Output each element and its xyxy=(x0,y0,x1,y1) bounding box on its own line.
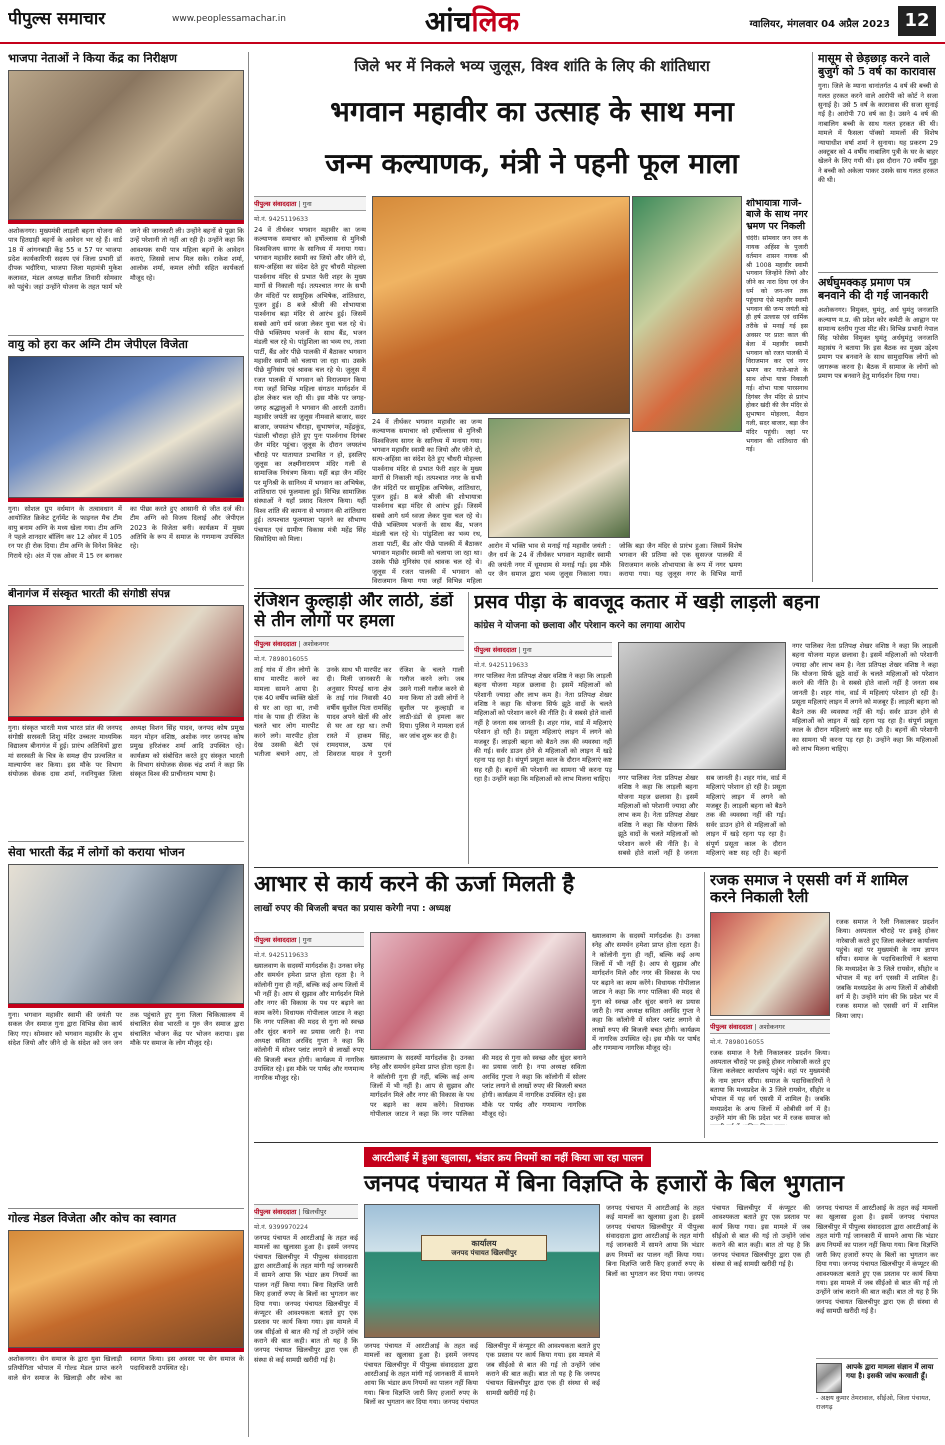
left-col-story-1 xyxy=(8,52,244,334)
left-col-story-5 xyxy=(8,1212,244,1432)
lead-photo-minister xyxy=(632,196,742,432)
story-photo xyxy=(8,605,244,717)
byline-place: खिलचीपुर xyxy=(302,1208,327,1216)
story-headline: प्रसव पीड़ा के बावजूद कतार में खड़ी लाड़ली बहना xyxy=(474,592,820,613)
story-body-continued: जनपद पंचायत में आरटीआई के तहत कई मामलों का खुलासा हुआ है। इसमें जनपद पंचायत खिलचीपुर में पीपुल्स संवाददाता द्वारा आरटीआई के तहत मांगी गई जानकारी में सामने आया कि भंडार क्रय नियमों का पालन नहीं किया गया। बिना विज्ञप्ति जारी किए हजारों रुपए के बिलों का भुगतान कर दिया गया। जनपद पंचायत खिलचीपुर में कंप्यूटर की आवश्यकता बताते हुए एक प्रस्ताव पर कार्य किया गया। इस मामले में जब सीईओ से बात की गई तो उन्होंने जांच कराने की बात कही। बात तो यह है कि जनपद पंचायत खिलचीपुर द्वारा एक ही संस्था से कई सामग्री खरीदी गई है। xyxy=(606,1204,810,1278)
site-url: www.peoplessamachar.in xyxy=(172,14,286,24)
abhar-story xyxy=(254,872,700,1138)
story-body-continued: ख्यालवाण के सदस्यों मार्गदर्शक है। उनका स्नेह और समर्थन हमेशा प्राप्त होता रहता है। ने कॉलोनी गुना ही नहीं, बल्कि कई अन्य जिलों में भी नहीं है। आप से सुझाव और मार्गदर्शन मिले और नगर की विकास के पथ पर बढ़ाने का काम करेंगे। विधायक गोपीलाल जाटव ने कहा कि नगर पालिका की मदद से गुना को स्वच्छ और सुंदर बनाने का प्रयास जारी है। नपा अध्यक्ष सविता अरविंद गुप्ता ने कहा कि कॉलोनी में सोलर प्लांट लगाने से लाखों रुपए की बिजली बचत होगी। कार्यक्रम में नागरिक उपस्थित रहे। इस मौके पर पार्षद और गणमान्य नागरिक मौजूद रहे। xyxy=(592,932,700,1053)
ceo-quote-author: - अक्षय कुमार तेमरावाल, सीईओ, जिला पंचायत, राजगढ़ xyxy=(816,1394,931,1411)
left-col-story-3 xyxy=(8,588,244,840)
story-photo xyxy=(8,70,244,220)
story-headline: रजक समाज ने एससी वर्ग में शामिल करने निकाली रैली xyxy=(710,872,908,907)
byline-place: अशोकनगर xyxy=(758,1022,785,1031)
byline: पीपुल्स संवाददाता | अशोकनगर xyxy=(710,1019,830,1034)
story-body: गुना। जिले के म्याना थानांतर्गत 4 वर्ष की बच्ची से गलत हरकत करने वाले आरोपी को कोर्ट ने सजा सुनाई है। उसे 5 वर्ष के कारावास की सजा सुनाई गई है। आरोपी 70 वर्ष का है। उसने 4 वर्ष की नाबालिग बच्ची के साथ गलत हरकत की थी। मामले में फैसला पॉक्सो मामलों की विशेष न्यायाधीश वर्षा शर्मा ने सुनाया। यह प्रकरण 29 अक्टूबर को 4 वर्षीय नाबालिग पुत्री के घर के बाहर खेलने के लिए गयी थी। इस दौरान 70 वर्षीय गुड्डा ने बच्ची को अकेला पाकर उसके साथ गलत हरकत की थी। xyxy=(818,82,938,184)
lead-headline-2: जन्म कल्याणक, मंत्री ने पहनी फूल माला xyxy=(325,148,739,180)
photo-rule xyxy=(8,220,244,224)
office-sign-line-1: कार्यालय xyxy=(471,1239,497,1248)
story-headline: भाजपा नेताओं ने किया केंद्र का निरीक्षण xyxy=(8,52,177,65)
story-body: ताई गांव में तीन लोगों के साथ मारपीट करने का मामला सामने आया है। एक 40 वर्षीय व्यक्ति खेतों से घर आ रहा था, तभी गांव के पास ही रंजिश के चलते चार लोग मारपीट करने लगे। मारपीट होता देख उसकी बेटी एवं भतीजा बचाने आए, तो उनके साथ भी मारपीट कर दी। मिली जानकारी के अनुसार पिपरई थाना क्षेत्र के ताई गांव निवासी 40 वर्षीय सुशील पिता रामसिंह यादव अपने खेतों की ओर से घर आ रहा था। तभी रास्ते में हाकम सिंह, रामदयाल, ऊषा एवं शिवराज यादव ने पुरानी रंजिश के चलते गाली गलौज करने लगे। जब उसने गाली गलौज करने से मना किया तो उसी लोगों ने सुशील पर कुल्हाड़ी व लाठी-डंडों से हमला कर दिया। पुलिस ने मामला दर्ज कर जांच शुरू कर दी है। xyxy=(254,666,464,759)
story-photo xyxy=(8,864,244,1004)
axe-attack-story xyxy=(254,592,464,864)
byline-reporter: पीपुल्स संवाददाता xyxy=(254,936,297,944)
reporter-mobile: मो.नं. 9425119633 xyxy=(474,662,529,669)
print-color-bar xyxy=(260,1438,680,1444)
story-subhead: कांग्रेस ने योजना को छलावा और परेशान करने का लगाया आरोप xyxy=(474,620,685,631)
prasav-story xyxy=(474,592,938,864)
masthead xyxy=(0,0,945,44)
abhar-text-col xyxy=(254,932,364,1138)
section-title xyxy=(382,2,562,38)
divider xyxy=(8,335,244,336)
story-body: गुना। सोशल ग्रुप वर्धमान के तत्वावधान में आयोजित क्रिकेट टूर्नामेंट के फाइनल मैच टीम वायु बनाम अग्नि के मध्य खेला गया। टीम अग्नि ने पहले शानदार बॉलिंग कर 12 ओवर में 105 रन पर ही रोक दिया। टीम अग्नि के विनेश विकेट गिराये रहे। अंत में एक ओवर में 15 रन बनाकर का पीछा करते हुए आसानी से जीत दर्ज की। टीम अग्नि को विजय दिलाई और जेपीएल 2023 के विजेता बनी। कार्यक्रम में मुख्य अतिथि के रूप में समाज के गणमान्य उपस्थित रहे। xyxy=(8,504,244,560)
photo-rule xyxy=(8,1004,244,1008)
story-headline: मासूम से छेड़छाड़ करने वाले बुजुर्ग को 5 वर्ष का कारावास xyxy=(818,52,936,79)
ceo-quote-box xyxy=(816,1358,938,1411)
brand-logo xyxy=(8,6,168,30)
divider xyxy=(254,867,938,868)
story-body: चंदेरी। सोमवार जन जन के नायक अहिंसा के पुजारी वर्तमान शासन नायक श्री श्री 1008 महावीर स्वामी भगवान जिन्होंने जियो और जीने का नारा दिया एवं जैन धर्म को जन-जन तक पहुंचाया ऐसे महावीर स्वामी भगवान की जन्म जयंती बड़े ही हर्ष उल्लास एवं धार्मिक तरीके से मनाई गई इस अवसर पर प्रातः काल की बेला में महावीर स्वामी भगवान को रजत पालकी में विराजमान कर एवं नगर भ्रमण कर गाजे-बाजे के साथ शोभा यात्रा निकाली गई। शोभा यात्रा पारसनाथ दिगंबर जैन मंदिर से प्रारंभ होकर खंदी की जैन मंदिर से सुभाषान मोहल्ला, मैदान गली, सदर बाजार, बड़ा जैन मंदिर पहुंची। जहां पर भगवान की शांतिधारा की गई। xyxy=(746,235,808,454)
story-photo xyxy=(710,912,830,1016)
story-body-under-photo: ख्यालवाण के सदस्यों मार्गदर्शक है। उनका स्नेह और समर्थन हमेशा प्राप्त होता रहता है। ने कॉलोनी गुना ही नहीं, बल्कि कई अन्य जिलों में भी नहीं है। आप से सुझाव और मार्गदर्शन मिले और नगर की विकास के पथ पर बढ़ाने का काम करेंगे। विधायक गोपीलाल जाटव ने कहा कि नगर पालिका की मदद से गुना को स्वच्छ और सुंदर बनाने का प्रयास जारी है। नपा अध्यक्ष सविता अरविंद गुप्ता ने कहा कि कॉलोनी में सोलर प्लांट लगाने से लाखों रुपए की बिजली बचत होगी। कार्यक्रम में नागरिक उपस्थित रहे। इस मौके पर पार्षद और गणमान्य नागरिक मौजूद रहे। xyxy=(370,1054,586,1119)
left-col-story-2 xyxy=(8,338,244,584)
story-body: अशोकनगर। मुख्यमंत्री लाड़ली बहना योजना की पात्र हितग्राही बहनों के आवेदन भर रहे हैं। वार्ड 18 में आंगनबाड़ी केंद्र 55 व 57 पर भाजपा प्रदेश कार्यकारिणी सदस्य एवं जिला प्रभारी डॉ दीपक भदौरिया, भाजपा जिला महामंत्री मुकेश कलावत, मंडल अध्यक्ष सतीश तिवारी सोमवार को पहुंचे। जहां उन्होंने योजना के तहत फार्म भरे जाने की जानकारी ली। उन्होंने बहनों से पूछा कि उन्हें परेशानी तो नहीं आ रही है। उन्होंने कहा कि आवश्यक सभी पात्र महिला बहनों के आवेदन कराएं, जिससे लाभ मिल सके। राकेश शर्मा, आलोक शर्मा, कमल लोधी सहित कार्यकर्ता मौजूद रहे। xyxy=(8,226,244,291)
issue-date: ग्वालियर, मंगलवार 04 अप्रैल 2023 xyxy=(749,19,890,30)
photo-rule xyxy=(8,498,244,502)
byline-reporter: पीपुल्स संवाददाता xyxy=(710,1022,753,1031)
reporter-mobile: मो.नं. 7898016055 xyxy=(710,1038,765,1046)
story-body: ख्यालवाण के सदस्यों मार्गदर्शक है। उनका स्नेह और समर्थन हमेशा प्राप्त होता रहता है। ने कॉलोनी गुना ही नहीं, बल्कि कई अन्य जिलों में भी नहीं है। आप से सुझाव और मार्गदर्शन मिले और नगर की विकास के पथ पर बढ़ाने का काम करेंगे। विधायक गोपीलाल जाटव ने कहा कि नगर पालिका की मदद से गुना को स्वच्छ और सुंदर बनाने का प्रयास जारी है। नपा अध्यक्ष सविता अरविंद गुप्ता ने कहा कि कॉलोनी में सोलर प्लांट लगाने से लाखों रुपए की बिजली बचत होगी। कार्यक्रम में नागरिक उपस्थित रहे। इस मौके पर पार्षद और गणमान्य नागरिक मौजूद रहे। xyxy=(254,962,364,1083)
lead-body: 24 वें तीर्थकर भगवान महावीर का जन्म कल्याणक समाचार को हर्षोल्लास से मुनिश्री विश्वविजय सागर के सानिध्य में मनाया गया। भगवान महावीर स्वामी का जियो और जीने दो, सत्य-अहिंसा का संदेश देते हुए चौधरी मोहल्ला पार्श्वनाथ मंदिर से प्रभात फेरी शहर के मुख्य मार्गो से निकाली गई। तत्पश्चात नगर के सभी जैन मंदिरों पर सामूहिक अभिषेक, शांतिधारा, पूजन हुई। 8 बजे श्रीजी की शोभायात्रा पार्श्वनाथ बड़ा मंदिर से आरंभ हुई। जिसमें सबसे आगे धर्म ध्वजा लेकर युवा चल रहे थे। पीछे भक्तिमय भजनों के साथ बैंड, भजन मंडली चल रहे थे। पांडुशिला का भव्य रथ, ताशा पार्टी, बैंड ओर पीछे पालकी में बैठाकर भगवान महावीर स्वामी को चलाया जा रहा था। उसके पीछे मुनिसंघ एवं श्रावक चल रहे थे। जुलूस में रजत पालकी में भगवान को विराजमान किया गया जहाँ विभिन्न महिला संगठन मार्गदर्शन में ढ़ोल लेकर चल रही थी। इस मौके पर जगह-जगह श्रद्धालुओं ने भगवान की आरती उतारी। महावीर जयंती का जुलूस नीमवाले बाजार, सदर बाजार, जयस्तंभ चौराहा, सुभाषगंज, महेंद्रकुंड, पंडाली चौराहा होते हुए पुनः पार्श्वनाथ दिगंबर जैन मंदिर पहुंचा। जुलूस के दौरान जयस्तंभ चौराहे पर यातायात प्रभावित न हो, इसलिए जुलूस का लक्ष्मीनारायण मंदिर गली से सामाजिक नियंत्रण किया। यहीं बड़ा जैन मंदिर पर मुनिश्री के सानिध्य में भगवान का अभिषेक, शांतिधारा एवं फूलमाला हुई। विभिन्न सामाजिक संस्थाओं ने यहाँ प्रसाद वितरण किया। यहीं विश्व शांति की कामना से भगवान की शांतिधारा हुई। तत्पश्चात फूलमाला पहनने का सौभाग्य पंचायत एवं ग्रामीण विकास मंत्री महेंद्र सिंह सिसोदिया को मिला। xyxy=(254,226,366,543)
janpad-photo xyxy=(364,1204,600,1338)
lead-body-block xyxy=(254,196,366,586)
lead-body-aron: आरोन में भक्ति भाव से मनाई गई महावीर जयंती : जैन धर्म के 24 वें तीर्थंकर भगवान महावीर स्वामी की जयंती नगर में धूमधाम से मनाई गई। इस मौके पर जैन समाज द्वारा भव्य जुलूस निकाला गया। जोकि बड़ा जैन मंदिर से प्रारंभ हुआ। जिसमें विशेष भगवान की प्रतिमा को एक सुसज्ज पालकी में विराजमान करके शोभायात्रा के रूप में नगर भ्रमण कराया गया। यह जुलूस नगर के विभिन्न मार्गो xyxy=(488,542,742,579)
shobhayatra-column xyxy=(746,198,808,586)
prasav-text-col xyxy=(474,642,612,862)
page-number: 12 xyxy=(898,6,936,36)
janpad-text-col xyxy=(254,1204,358,1436)
story-body: जनपद पंचायत में आरटीआई के तहत कई मामलों का खुलासा हुआ है। इसमें जनपद पंचायत खिलचीपुर में पीपुल्स संवाददाता द्वारा आरटीआई के तहत मांगी गई जानकारी में सामने आया कि भंडार क्रय नियमों का पालन नहीं किया गया। बिना विज्ञप्ति जारी किए हजारों रुपए के बिलों का भुगतान कर दिया गया। जनपद पंचायत खिलचीपुर में कंप्यूटर की आवश्यकता बताते हुए एक प्रस्ताव पर कार्य किया गया। इस मामले में जब सीईओ से बात की गई तो उन्होंने जांच कराने की बात कही। बात तो यह है कि जनपद पंचायत खिलचीपुर द्वारा एक ही संस्था से कई सामग्री खरीदी गई है। xyxy=(816,1204,938,1315)
janpad-right-col xyxy=(816,1204,938,1436)
story-body-continued: नगर पालिका नेता प्रतिपक्ष शेखर वशिष्ठ ने कहा कि लाड़ली बहना योजना महज छलावा है। इसमें महिलाओं को परेशानी ज्यादा और लाभ कम है। नेता प्रतिपक्ष शेखर वशिष्ठ ने कहा कि योजना सिर्फ झूठे वादों के चलते महिलाओं को परेशान करने की नीति है। वे सबसे होते वालों नहीं है जनता सब जानती है। शहर गांव, वार्ड में महिलाएं परेशान हो रही है। प्रसूता महिलाएं लाइन में लगने को मजबूर हैं। लाड़ली बहना को बैठने तक की व्यवस्था नहीं की गई। सर्वर डाउन होने से महिलाओं को लाइन में खड़े रहना पड़ रहा है। संपूर्ण प्रसूता काल के दौरान महिलाएं कष्ट सह रही है। बहनों की परेशानी का सामना भी करना पड़ रहा है। उन्होंने कहा कि महिलाओं को लाभ मिलना चाहिए। xyxy=(792,642,938,753)
story-photo xyxy=(8,1230,244,1348)
right-story-2 xyxy=(818,276,938,582)
divider xyxy=(818,272,938,273)
byline-reporter: पीपुल्स संवाददाता xyxy=(474,646,517,654)
story-headline: अर्धघुमक्कड़ प्रमाण पत्र बनवाने की दी गई जानकारी xyxy=(818,276,929,303)
lead-photo-procession xyxy=(372,196,630,414)
byline: पीपुल्स संवाददाता | अशोकनगर xyxy=(254,636,464,651)
story-subhead: लाखों रुपए की बिजली बचत का प्रयास करेगी नपा : अध्यक्ष xyxy=(254,904,451,915)
byline-place: गुना xyxy=(302,200,312,208)
reporter-mobile: मो.नं. 9399970224 xyxy=(254,1224,309,1231)
byline-reporter: पीपुल्स संवाददाता xyxy=(254,200,297,208)
reporter-mobile: मो.नं. 9425119633 xyxy=(254,952,309,959)
byline-place: गुना xyxy=(522,646,532,654)
ceo-quote: आपके द्वारा मामला संज्ञान में लाया गया है। इसकी जांच करवाती हूँ। xyxy=(846,1363,934,1381)
divider xyxy=(8,841,244,842)
janpad-story xyxy=(254,1146,938,1436)
byline: पीपुल्स संवाददाता | गुना xyxy=(474,642,612,657)
story-photo xyxy=(618,642,786,770)
lead-headline-1: भगवान महावीर का उत्साह के साथ मना xyxy=(330,96,734,128)
story-body: गुना। भगवान महावीर स्वामी की जयंती पर सकल जैन समाज गुना द्वारा विभिन्न सेवा कार्य किए गए। सोमवार को भगवान महावीर के शुभ संदेश जियो और जीने दो के संदेश को जन जन तक पहुंचाते हुए गुना जिला चिकित्सालय में संचालित सेवा भारती व गुरु जैन समाज द्वारा संचालित भोजन केंद्र पर भोजन कराया। इस मौके पर समाज के लोग मौजूद रहे। xyxy=(8,1010,244,1047)
divider xyxy=(254,1142,938,1143)
ceo-photo xyxy=(816,1363,842,1393)
office-sign-line-2: जनपद पंचायत खिलचीपुर xyxy=(451,1249,517,1257)
reporter-mobile: मो.नं. 9425119633 xyxy=(254,216,309,223)
lead-photo-aron xyxy=(488,418,630,538)
story-body-under-photo: जनपद पंचायत में आरटीआई के तहत कई मामलों का खुलासा हुआ है। इसमें जनपद पंचायत खिलचीपुर में पीपुल्स संवाददाता द्वारा आरटीआई के तहत मांगी गई जानकारी में सामने आया कि भंडार क्रय नियमों का पालन नहीं किया गया। बिना विज्ञप्ति जारी किए हजारों रुपए के बिलों का भुगतान कर दिया गया। जनपद पंचायत खिलचीपुर में कंप्यूटर की आवश्यकता बताते हुए एक प्रस्ताव पर कार्य किया गया। इस मामले में जब सीईओ से बात की गई तो उन्होंने जांच कराने की बात कही। बात तो यह है कि जनपद पंचायत खिलचीपुर द्वारा एक ही संस्था से कई सामग्री खरीदी गई है। xyxy=(364,1342,600,1407)
column-rule xyxy=(468,592,469,864)
column-rule xyxy=(248,52,249,1437)
story-body: जनपद पंचायत में आरटीआई के तहत कई मामलों का खुलासा हुआ है। इसमें जनपद पंचायत खिलचीपुर में पीपुल्स संवाददाता द्वारा आरटीआई के तहत मांगी गई जानकारी में सामने आया कि भंडार क्रय नियमों का पालन नहीं किया गया। बिना विज्ञप्ति जारी किए हजारों रुपए के बिलों का भुगतान कर दिया गया। जनपद पंचायत खिलचीपुर में कंप्यूटर की आवश्यकता बताते हुए एक प्रस्ताव पर कार्य किया गया। इस मामले में जब सीईओ से बात की गई तो उन्होंने जांच कराने की बात कही। बात तो यह है कि जनपद पंचायत खिलचीपुर द्वारा एक ही संस्था से कई सामग्री खरीदी गई है। xyxy=(254,1234,358,1364)
right-story-1 xyxy=(818,52,938,270)
divider xyxy=(8,1208,244,1209)
office-sign xyxy=(421,1235,547,1261)
column-rule xyxy=(704,872,705,1138)
story-body: रजक समाज ने रैली निकालकर प्रदर्शन किया। अस्पताल चौराहे पर इकट्ठे होकर नारेबाजी करते हुए जिला कलेक्टर कार्यालय पहुंचे। वहां पर मुख्यमंत्री के नाम ज्ञापन सौंपा। समाज के पदाधिकारियों ने बताया कि मध्यप्रदेश के 3 जिले रायसेन, सीहोर व भोपाल में यह वर्ग एससी में शामिल है। जबकि मध्यप्रदेश के अन्य जिलों में ओबीसी वर्ग में है। उन्होंने मांग की कि प्रदेश भर में रजक समाज को xyxy=(710,1048,830,1123)
divider xyxy=(8,585,244,586)
byline-place: गुना xyxy=(302,936,312,944)
byline: पीपुल्स संवाददाता | गुना xyxy=(254,932,364,947)
story-headline: बीनागंज में संस्कृत भारती की संगोष्ठी संपन्न xyxy=(8,588,170,600)
section-title-b: लिक xyxy=(471,5,520,38)
lead-body-continued: 24 वें तीर्थकर भगवान महावीर का जन्म कल्याणक समाचार को हर्षोल्लास से मुनिश्री विश्वविजय सागर के सानिध्य में मनाया गया। भगवान महावीर स्वामी का जियो और जीने दो, सत्य-अहिंसा का संदेश देते हुए चौधरी मोहल्ला पार्श्वनाथ मंदिर से प्रभात फेरी शहर के मुख्य मार्गो से निकाली गई। तत्पश्चात नगर के सभी जैन मंदिरों पर सामूहिक अभिषेक, शांतिधारा, पूजन हुई। 8 बजे श्रीजी की शोभायात्रा पार्श्वनाथ बड़ा मंदिर से आरंभ हुई। जिसमें सबसे आगे धर्म ध्वजा लेकर युवा चल रहे थे। पीछे भक्तिमय भजनों के साथ बैंड, भजन मंडली चल रहे थे। पांडुशिला का भव्य रथ, ताशा पार्टी, बैंड ओर पीछे पालकी में बैठाकर भगवान महावीर स्वामी को चलाया जा रहा था। उसके पीछे मुनिसंघ एवं श्रावक चल रहे थे। जुलूस में रजत पालकी में भगवान को विराजमान किया गया जहाँ विभिन्न महिला xyxy=(372,418,482,586)
photo-rule xyxy=(8,1348,244,1352)
story-kicker: आरटीआई में हुआ खुलासा, भंडार क्रय नियमों का नहीं किया जा रहा पालन xyxy=(364,1147,651,1167)
story-headline: सेवा भारती केंद्र में लोगों को कराया भोजन xyxy=(8,846,185,859)
section-title-a: आंच xyxy=(424,5,472,38)
story-body: गुना। संस्कृत भारती मध्य भारत प्रांत की जनपद संगोष्ठी सरस्वती शिशु मंदिर उच्चतर माध्यमिक विद्यालय बीनागंज में हुई। प्रारंभ अतिथियों द्वारा मां सरस्वती के चित्र के समक्ष दीप प्रज्वलित व माल्यार्पण कर किया। इस मौके पर विभाग संयोजक सेवक दास शर्मा, नवनियुक्त जिला अध्यक्ष विशन सिंह यादव, जनपद कोष प्रमुख मदन मोहन वशिष्ठ, अशोक नगर जनपद कोष प्रमुख हरिशंकर शर्मा आदि उपस्थित रहे। कार्यक्रम को संबोधित करते हुए संस्कृत भारती के विभाग संयोजक सेवक चंद्र शर्मा ने कहा कि संस्कृत विश्व की प्राचीनतम भाषा है। xyxy=(8,723,244,779)
story-photo xyxy=(370,932,586,1050)
story-headline: रंजिशन कुल्हाड़ी और लाठी, डंडों से तीन लोगों पर हमला xyxy=(254,592,454,631)
story-headline: शोभायात्रा गाजे-बाजे के साथ नगर भ्रमण पर निकली xyxy=(746,198,808,232)
story-photo xyxy=(8,356,244,498)
story-headline: वायु को हरा कर अग्नि टीम जेपीएल विजेता xyxy=(8,338,188,351)
byline-place: अशोकनगर xyxy=(302,640,329,649)
brand-name: पीपुल्स समाचार xyxy=(8,9,106,29)
lead-kicker: जिले भर में निकले भव्य जुलूस, विश्व शांति के लिए की शांतिधारा xyxy=(354,57,710,75)
story-headline: जनपद पंचायत में बिना विज्ञप्ति के हजारों के बिल भुगतान xyxy=(364,1170,845,1197)
story-body-continued: रजक समाज ने रैली निकालकर प्रदर्शन किया। अस्पताल चौराहे पर इकट्ठे होकर नारेबाजी करते हुए जिला कलेक्टर कार्यालय पहुंचे। वहां पर मुख्यमंत्री के नाम ज्ञापन सौंपा। समाज के पदाधिकारियों ने बताया कि मध्यप्रदेश के 3 जिले रायसेन, सीहोर व भोपाल में यह वर्ग एससी में शामिल है। जबकि मध्यप्रदेश के अन्य जिलों में ओबीसी वर्ग में है। उन्होंने मांग की कि प्रदेश भर में रजक समाज को एससी वर्ग में शामिल किया जाए। xyxy=(836,918,938,1020)
reporter-mobile: मो.नं. 7898016055 xyxy=(254,656,309,664)
story-body: नगर पालिका नेता प्रतिपक्ष शेखर वशिष्ठ ने कहा कि लाड़ली बहना योजना महज छलावा है। इसमें महिलाओं को परेशानी ज्यादा और लाभ कम है। नेता प्रतिपक्ष शेखर वशिष्ठ ने कहा कि योजना सिर्फ झूठे वादों के चलते महिलाओं को परेशान करने की नीति है। वे सबसे होते वालों नहीं है जनता सब जानती है। शहर गांव, वार्ड में महिलाएं परेशान हो रही है। प्रसूता महिलाएं लाइन में लगने को मजबूर हैं। लाड़ली बहना को बैठने तक की व्यवस्था नहीं की गई। सर्वर डाउन होने से महिलाओं को लाइन में खड़े रहना पड़ रहा है। संपूर्ण प्रसूता काल के दौरान महिलाएं कष्ट सह रही है। बहनों की परेशानी का सामना भी करना पड़ रहा है। उन्होंने कहा कि महिलाओं को लाभ मिलना चाहिए। xyxy=(474,672,612,783)
left-col-story-4 xyxy=(8,846,244,1206)
photo-rule xyxy=(8,717,244,721)
story-headline: आभार से कार्य करने की ऊर्जा मिलती है xyxy=(254,872,575,897)
byline-reporter: पीपुल्स संवाददाता xyxy=(254,1208,297,1216)
story-body: अशोकनगर। विमुक्त, घुमंतु, अर्ध घुमंतु जनजाति कल्याण म.प्र. की प्रदेश कोर कमेटी के आह्वान पर सामान्य स्तरीय गुप्ता मीट की। विभिन्न प्रभारी नेपाल सिंह फोसेस विमुक्त घुमंतु अर्धघुमंतु जनजाति महासंघ ने बताया कि इस बैठक का मुख्य उद्देश्य प्रमाण पत्र बनवाने के साथ सामुदायिक लोगों को जागरूक करना है। बैठक में सामाज के लोगों को प्रमाण पत्र बनवाने हेतु मार्गदर्शन दिया गया। xyxy=(818,306,938,380)
byline: पीपुल्स संवाददाता | खिलचीपुर xyxy=(254,1204,358,1219)
byline-reporter: पीपुल्स संवाददाता xyxy=(254,640,297,649)
column-rule xyxy=(812,52,813,582)
story-headline: गोल्ड मेडल विजेता और कोच का स्वागत xyxy=(8,1212,176,1225)
byline: पीपुल्स संवाददाता | गुना xyxy=(254,196,366,211)
story-body: अशोकनगर। सेन समाज के द्वारा युवा खिलाड़ी प्रतियोगिता भोपाल में गोल्ड मेडल प्राप्त करने वाले सेन समाज के खिलाड़ी और कोच का स्वागत किया। इस अवसर पर सेन समाज के पदाधिकारी उपस्थित रहे। xyxy=(8,1354,244,1382)
rajak-story xyxy=(710,872,938,1138)
divider xyxy=(254,588,938,589)
story-body-under-photo: नगर पालिका नेता प्रतिपक्ष शेखर वशिष्ठ ने कहा कि लाड़ली बहना योजना महज छलावा है। इसमें महिलाओं को परेशानी ज्यादा और लाभ कम है। नेता प्रतिपक्ष शेखर वशिष्ठ ने कहा कि योजना सिर्फ झूठे वादों के चलते महिलाओं को परेशान करने की नीति है। वे सबसे होते वालों नहीं है जनता सब जानती है। शहर गांव, वार्ड में महिलाएं परेशान हो रही है। प्रसूता महिलाएं लाइन में लगने को मजबूर हैं। लाड़ली बहना को बैठने तक की व्यवस्था नहीं की गई। सर्वर डाउन होने से महिलाओं को लाइन में खड़े रहना पड़ रहा है। संपूर्ण प्रसूता काल के दौरान महिलाएं कष्ट सह रही है। बहनों xyxy=(618,774,786,857)
